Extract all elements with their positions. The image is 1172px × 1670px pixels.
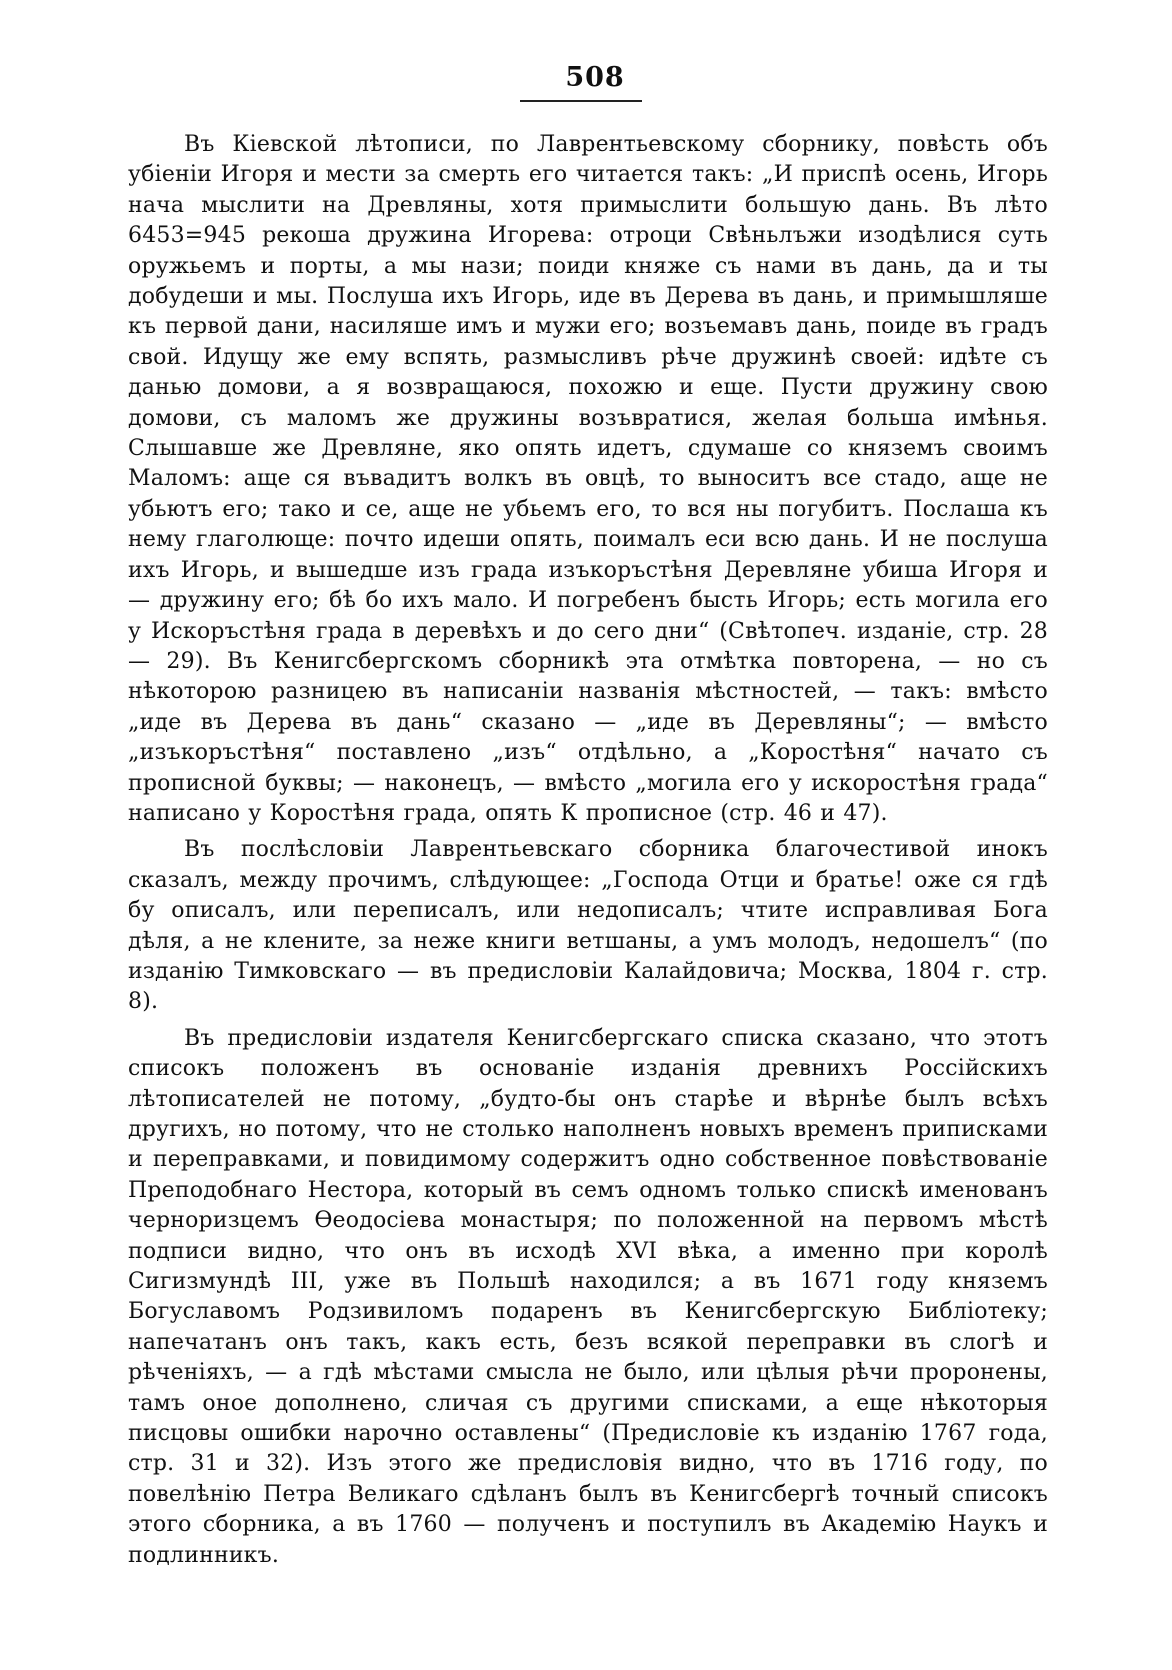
- page-number-rule: [520, 100, 642, 102]
- paragraph-koenigsberg-preface: Въ предисловіи издателя Кенигсбергскаго списка сказано, что этотъ списокъ положенъ въ основаніе изданія древнихъ Россійскихъ лѣтописателей не потому, „будто-бы онъ старѣе и вѣрнѣе былъ всѣхъ другихъ, но потому, что не столько наполненъ новыхъ временъ приписками и переправками, и повидимому содержитъ одно собственное повѣствованіе Преподобнаго Нестора, который въ семъ одномъ только спискѣ именованъ черноризцемъ Өеодосіева монастыря; по положенной на первомъ мѣстѣ подписи видно, что онъ въ исходѣ XVI вѣка, а именно при королѣ Сигизмундѣ III, уже въ Польшѣ находился; а въ 1671 году княземъ Богуславомъ Родзивиломъ подаренъ въ Кенигсбергскую Библіотеку; напечатанъ онъ такъ, какъ есть, безъ всякой переправки въ слогѣ и рѣченіяхъ, — а гдѣ мѣстами смысла не было, или цѣлыя рѣчи проронены, тамъ оное дополнено, сличая съ другими списками, а еще нѣкоторыя писцовы ошибки нарочно оставлены“ (Предисловіе къ изданію 1767 года, стр. 31 и 32). Изъ этого же предисловія видно, что въ 1716 году, по повелѣнію Петра Великаго сдѣланъ былъ въ Кенигсбергѣ точный списокъ этого сборника, а въ 1760 — полученъ и поступилъ въ Академію Наукъ и подлинникъ.: [128, 1025, 1048, 1568]
- paragraph-afterword: Въ послѣсловіи Лаврентьевскаго сборника благочестивой инокъ сказалъ, между прочимъ, слѣдующее: „Господа Отци и братье! оже ся гдѣ бу описалъ, или переписалъ, или недописалъ; чтите исправливая Бога дѣля, а не клените, за неже книги ветшаны, а умъ молодъ, недошелъ“ (по изданію Тимковскаго — въ предисловіи Калайдовича; Москва, 1804 г. стр. 8).: [128, 837, 1048, 1015]
- page-number: 508: [565, 62, 625, 93]
- paragraph-kiev-chronicle: Въ Кіевской лѣтописи, по Лаврентьевскому сборнику, повѣсть объ убіеніи Игоря и мести за смерть его читается такъ: „И приспѣ осень, Игорь нача мыслити на Древляны, хотя примыслити большую дань. Въ лѣто 6453=945 рекоша дружина Игорева: отроци Свѣньлъжи изодѣлися суть оружьемъ и порты, а мы нази; поиди княже съ нами въ дань, да и ты добудеши и мы. Послуша ихъ Игорь, иде въ Дерева въ дань, и примышляше къ первой дани, насиляше имъ и мужи его; возъемавъ дань, поиде въ градъ свой. Идущу же ему вспять, размысливъ рѣче дружинѣ своей: идѣте съ данью домови, а я возвращаюся, похожю и еще. Пусти дружину свою домови, съ маломъ же дружины возъвратися, желая больша имѣнья. Слышавше же Древляне, яко опять идетъ, сдумаше со княземъ своимъ Маломъ: аще ся въвадитъ волкъ въ овцѣ, то выноситъ все стадо, аще не убьютъ его; тако и се, аще не убьемъ его, то вся ны погубитъ. Послаша къ нему глаголюще: почто идеши опять, поималъ еси всю дань. И не послуша ихъ Игорь, и вышедше изъ града изъкоръстѣня Деревляне убиша Игоря и — дружину его; бѣ бо ихъ мало. И погребенъ бысть Игорь; есть могила его у Искоръстѣня града в деревѣхъ и до сего дни“ (Свѣтопеч. изданіе, стр. 28 — 29). Въ Кенигсбергскомъ сборникѣ эта отмѣтка повторена, — но съ нѣкоторою разницею въ написаніи названія мѣстностей, — такъ: вмѣсто „иде въ Дерева въ дань“ сказано — „иде въ Деревляны“; — вмѣсто „изъкоръстѣня“ поставлено „изъ“ отдѣльно, а „Коростѣня“ начато съ прописной буквы; — наконецъ, — вмѣсто „могила его у искоростѣня града“ написано у Коростѣня града, опять К прописное (стр. 46 и 47).: [128, 132, 1048, 826]
- body-text: [128, 130, 1048, 1571]
